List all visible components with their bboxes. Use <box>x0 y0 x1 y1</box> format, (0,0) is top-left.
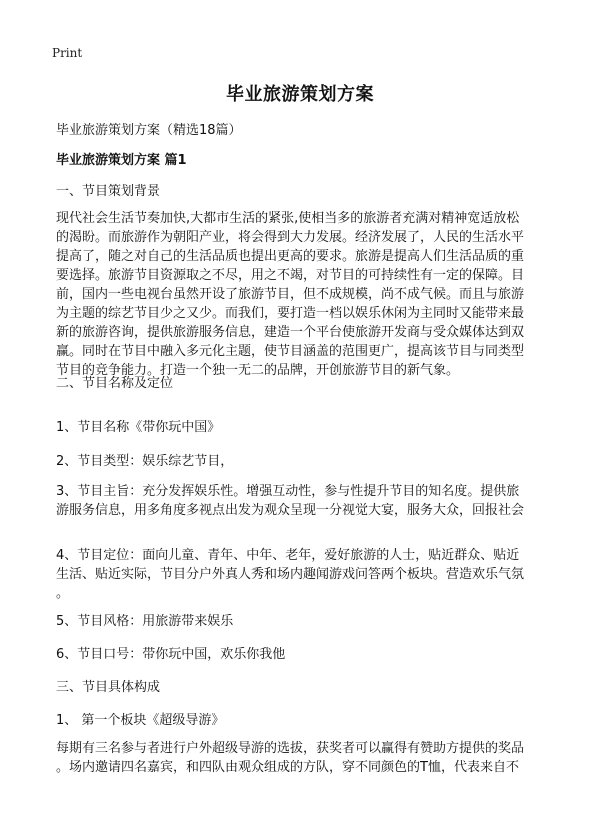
document-subtitle: 毕业旅游策划方案（精选18篇） <box>56 123 242 138</box>
paragraph-line: 的渴盼。而旅游作为朝阳产业，将会得到大力发展。经济发展了，人民的生活水平 <box>56 230 525 245</box>
list-item-program-style: 5、节目风格：用旅游带来娱乐 <box>56 614 234 629</box>
section-heading-background: 一、节目策划背景 <box>56 184 161 199</box>
paragraph-line: 每期有三名参与者进行户外超级导游的选拔，获奖者可以赢得有赞助方提供的奖品 <box>56 741 525 756</box>
paragraph-line: 节目的竞争能力。打造一个独一无二的品牌，开创旅游节目的新气象。 <box>56 363 460 378</box>
paragraph-line: 游服务信息，用多角度多视点出发为观众呈现一分视觉大宴，服务大众，回报社会 <box>56 503 525 518</box>
section-heading-composition: 三、节目具体构成 <box>56 680 161 695</box>
document-title: 毕业旅游策划方案 <box>226 84 374 105</box>
section-heading-name-positioning: 二、节目名称及定位 <box>56 376 174 391</box>
list-item-program-positioning <box>56 546 556 603</box>
paragraph-line: 3、节目主旨：充分发挥娱乐性。增强互动性，参与性提升节目的知名度。提供旅 <box>56 484 520 499</box>
paragraph-line: 提高了，随之对自己的生活品质也提出更高的要求。旅游是提高人们生活品质的重 <box>56 249 525 264</box>
segment-paragraph <box>56 739 556 777</box>
paragraph-line: 。场内邀请四名嘉宾，和四队由观众组成的方队，穿不同颜色的T恤，代表来自不 <box>56 760 519 775</box>
paragraph-line: 。 <box>56 586 70 601</box>
chapter-heading: 毕业旅游策划方案 篇1 <box>56 153 187 168</box>
paragraph-line: 前，国内一些电视台虽然开设了旅游节目，但不成规模，尚不成气候。而且与旅游 <box>56 287 525 302</box>
paragraph-line: 生活、贴近实际，节目分户外真人秀和场内趣闻游戏问答两个板块。营造欢乐气氛 <box>56 567 525 582</box>
list-item-first-segment: 1、 第一个板块《超级导游》 <box>56 713 225 728</box>
list-item-program-name: 1、节目名称《带你玩中国》 <box>56 420 221 435</box>
paragraph-line: 为主题的综艺节目少之又少。而我们，要打造一档以娱乐休闲为主同时又能带来最 <box>56 306 525 321</box>
list-item-program-type: 2、节目类型：娱乐综艺节目， <box>56 454 234 469</box>
paragraph-line: 赢。同时在节目中融入多元化主题，使节目涵盖的范围更广，提高该节目与同类型 <box>56 344 525 359</box>
paragraph-line: 4、节目定位：面向儿童、青年、中年、老年，爱好旅游的人士，贴近群众、贴近 <box>56 548 520 563</box>
print-link[interactable]: Print <box>52 46 83 60</box>
paragraph-line: 新的旅游咨询，提供旅游服务信息，建造一个平台使旅游开发商与受众媒体达到双 <box>56 325 525 340</box>
list-item-program-purpose <box>56 482 556 520</box>
paragraph-line: 要选择。旅游节目资源取之不尽，用之不竭，对节目的可持续性有一定的保障。目 <box>56 268 525 283</box>
paragraph-line: 现代社会生活节奏加快,大都市生活的紧张,使相当多的旅游者充满对精神宽适放松 <box>56 211 520 226</box>
background-paragraph <box>56 209 556 380</box>
list-item-program-slogan: 6、节目口号：带你玩中国，欢乐你我他 <box>56 647 286 662</box>
